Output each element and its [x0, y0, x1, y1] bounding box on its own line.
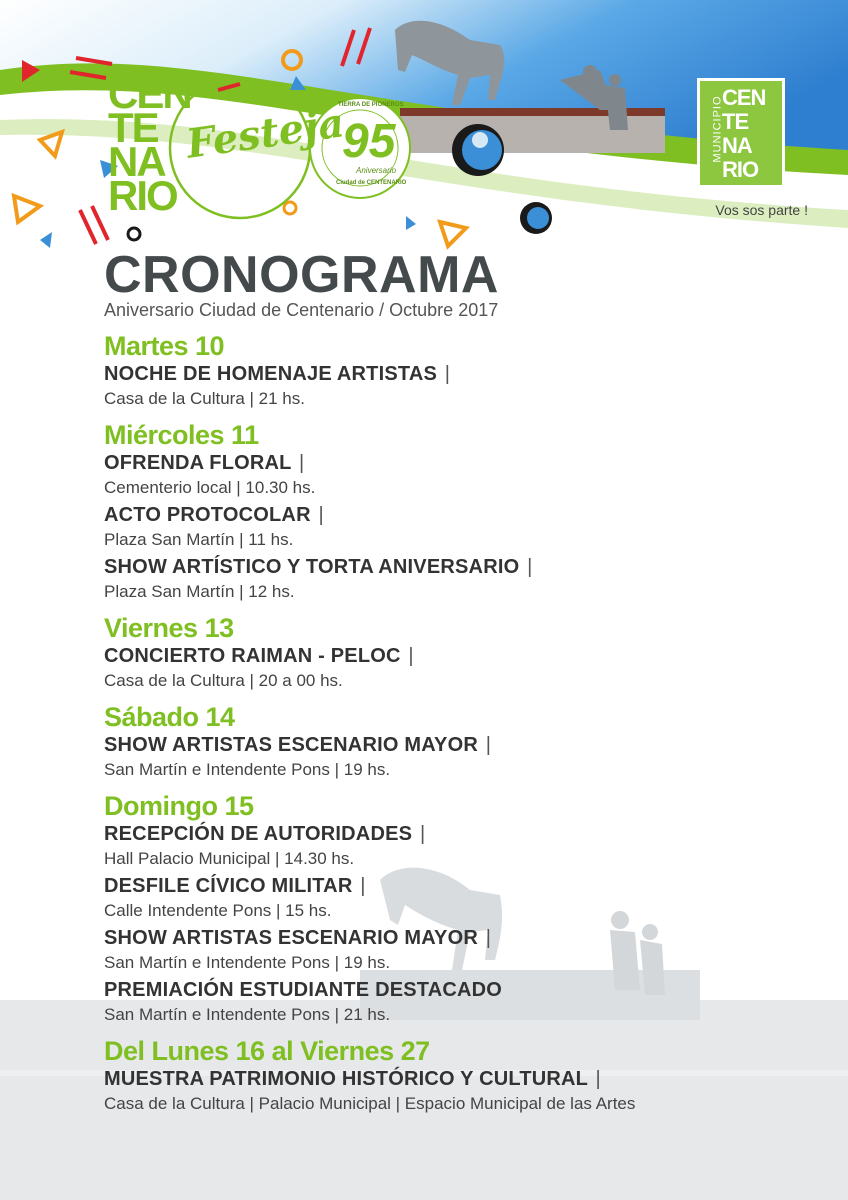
event-info: Casa de la Cultura | Palacio Municipal | Espacio Municipal de las Artes	[104, 1094, 636, 1113]
festeja-logo	[108, 62, 418, 222]
day-section	[104, 790, 824, 1028]
logo-word-line: RIO	[108, 172, 177, 219]
event-name	[104, 555, 824, 579]
title-block	[104, 246, 499, 321]
event-name-text: OFRENDA FLORAL	[104, 452, 292, 474]
event-separator: |	[527, 556, 533, 578]
event-name	[104, 503, 824, 527]
event-separator: |	[595, 1068, 601, 1090]
anniversary-number: 95	[342, 115, 396, 168]
muni-word-line: TE	[722, 109, 749, 134]
municipio-vertical-text: MUNICIPIO	[711, 95, 724, 163]
day-title: Viernes 13	[104, 613, 234, 643]
day-title: Domingo 15	[104, 791, 254, 821]
event-separator: |	[360, 875, 366, 897]
page-subtitle: Aniversario Ciudad de Centenario / Octubre 2017	[104, 300, 499, 320]
event-info: Calle Intendente Pons | 15 hs.	[104, 901, 332, 920]
event-separator: |	[318, 504, 324, 526]
event-info: Plaza San Martín | 12 hs.	[104, 582, 295, 601]
anniversary-label: Aniversario	[356, 166, 397, 175]
muni-word-line: CEN	[722, 85, 766, 110]
day-section	[104, 612, 824, 694]
day-section	[104, 330, 824, 412]
event-separator: |	[485, 927, 492, 949]
day-title: Martes 10	[104, 331, 225, 361]
event-name-text: ACTO PROTOCOLAR	[104, 504, 311, 526]
event-info: Plaza San Martín | 11 hs.	[104, 530, 294, 549]
anniversary-arc-text: TIERRA DE PIONEROS	[338, 102, 404, 108]
event-name	[104, 362, 824, 386]
municipio-tagline: Vos sos parte !	[715, 202, 808, 218]
page-title: CRONOGRAMA	[104, 246, 499, 304]
schedule-list	[104, 330, 824, 1124]
anniversary-city: Ciudad de CENTENARIO	[336, 180, 407, 186]
day-title: Miércoles 11	[104, 420, 259, 450]
event-name-text: CONCIERTO RAIMAN - PELOC	[104, 645, 401, 667]
event-name	[104, 926, 824, 950]
event-name-text: SHOW ARTISTAS ESCENARIO MAYOR	[104, 734, 478, 756]
event-info: Hall Palacio Municipal | 14.30 hs.	[104, 849, 355, 868]
event-name	[104, 1067, 824, 1091]
muni-word-line: NA	[722, 133, 752, 158]
event-name-text: SHOW ARTÍSTICO Y TORTA ANIVERSARIO	[104, 556, 520, 578]
event-separator: |	[444, 363, 451, 385]
event-name	[104, 874, 824, 898]
muni-word-line: RIO	[722, 157, 759, 182]
event-info: Cementerio local | 10.30 hs.	[104, 478, 316, 497]
event-name-text: NOCHE DE HOMENAJE ARTISTAS	[104, 363, 438, 385]
logo-word-line: NA	[108, 138, 165, 185]
day-title: Del Lunes 16 al Viernes 27	[104, 1036, 430, 1066]
logo-word-line: TE	[108, 104, 158, 151]
event-separator: |	[419, 823, 426, 845]
event-info: San Martín e Intendente Pons | 19 hs.	[104, 953, 391, 972]
day-title: Sábado 14	[104, 702, 235, 732]
event-name	[104, 733, 824, 757]
event-separator: |	[299, 452, 305, 474]
event-name	[104, 451, 824, 475]
event-name	[104, 644, 824, 668]
event-info: Casa de la Cultura | 21 hs.	[104, 389, 305, 408]
event-separator: |	[485, 734, 492, 756]
event-name-text: SHOW ARTISTAS ESCENARIO MAYOR	[104, 927, 478, 949]
event-separator: |	[408, 645, 414, 667]
event-name-text: DESFILE CÍVICO MILITAR	[104, 875, 353, 897]
event-name-text: RECEPCIÓN DE AUTORIDADES	[104, 823, 413, 845]
event-info: San Martín e Intendente Pons | 19 hs.	[104, 760, 391, 779]
event-info: Casa de la Cultura | 20 a 00 hs.	[104, 671, 343, 690]
municipio-logo	[697, 78, 785, 188]
event-name	[104, 822, 824, 846]
day-section	[104, 701, 824, 783]
festeja-script-text: Festeja	[183, 99, 347, 168]
event-info: San Martín e Intendente Pons | 21 hs.	[104, 1005, 391, 1024]
event-name-text: PREMIACIÓN ESTUDIANTE DESTACADO	[104, 979, 503, 1001]
day-section	[104, 419, 824, 605]
event-name-text: MUESTRA PATRIMONIO HISTÓRICO Y CULTURAL	[104, 1068, 588, 1090]
logo-word-line: CEN	[108, 70, 191, 117]
day-section	[104, 1035, 824, 1117]
event-name	[104, 978, 824, 1002]
